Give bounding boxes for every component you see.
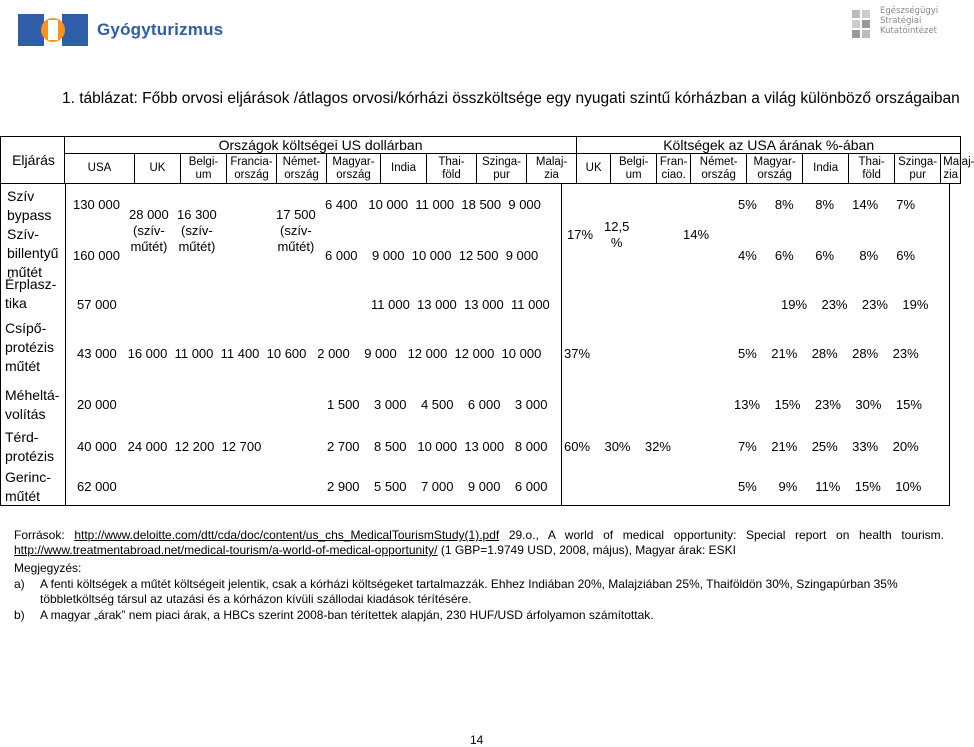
- angio-asia: 11 000 13 000 13 000 11 000: [371, 297, 550, 312]
- brand-name: Gyógyturizmus: [97, 20, 224, 39]
- page-number: 14: [470, 733, 484, 747]
- col-fr: Francia- ország: [227, 154, 277, 184]
- angio-usa: 57 000: [77, 297, 117, 312]
- spine-asia: 2 900 5 500 7 000 9 000 6 000: [327, 479, 548, 494]
- row-angio-label: Érplasz- tika: [5, 276, 57, 311]
- col-pct-in: India: [803, 154, 849, 184]
- hyst-usa: 20 000: [77, 397, 117, 412]
- col-de: Német- ország: [277, 154, 327, 184]
- sources-text-1: 29.o., A world of medical opportunity: Special report on health tourism.: [499, 528, 944, 542]
- bypass-asia: 6 400 10 000 11 000 18 500 9 000: [325, 197, 541, 212]
- row-heart-label: Szív bypass Szív- billentyű műtét: [7, 188, 59, 280]
- group-usd: Országok költségei US dollárban: [65, 137, 577, 154]
- hyst-pct: 13% 15% 23% 30% 15%: [734, 397, 922, 412]
- col-th: Thai- föld: [427, 154, 477, 184]
- row-bypass-usa: 130 000: [73, 197, 120, 212]
- valve-asia: 6 000 9 000 10 000 12 500 9 000: [325, 248, 539, 263]
- hip-pct: 5% 21% 28% 28% 23%: [738, 346, 919, 361]
- page-header: [0, 0, 960, 58]
- col-eljaras: Eljárás: [1, 137, 65, 184]
- col-usa: USA: [65, 154, 135, 184]
- eski-logo: [850, 6, 939, 51]
- hip-values: 43 000 16 000 11 000 11 400 10 600 2 000 9 000 12 000 12 000 10 000: [77, 346, 542, 361]
- col-pct-my: Malaj- zia: [941, 154, 961, 184]
- gyogyturizmus-logo: [18, 10, 90, 50]
- row-knee-label: Térd- protézis: [5, 429, 55, 464]
- col-pct-hu: Magyar- ország: [747, 154, 803, 184]
- knee-pct: 7% 21% 25% 33% 20%: [738, 439, 919, 454]
- valve-pct: 4% 6% 6% 8% 6%: [738, 248, 916, 263]
- angio-pct: 19% 23% 23% 19%: [781, 297, 929, 312]
- spine-pct: 5% 9% 11% 15% 10%: [738, 479, 922, 494]
- hip-uk-pct: 37%: [564, 346, 591, 361]
- eski-line-2: Stratégiai: [880, 16, 922, 26]
- note-a-marker: a): [14, 577, 25, 591]
- col-hu: Magyar- ország: [327, 154, 381, 184]
- knee-values: 40 000 24 000 12 200 12 700: [77, 439, 262, 454]
- spine-usa: 62 000: [77, 479, 117, 494]
- col-pct-de: Német- ország: [691, 154, 747, 184]
- note-b-marker: b): [14, 608, 25, 622]
- hyst-asia: 1 500 3 000 4 500 6 000 3 000: [327, 397, 548, 412]
- col-in: India: [381, 154, 427, 184]
- heart-be: 16 300 (szív- műtét): [177, 207, 217, 254]
- heart-de: 17 500 (szív- műtét): [276, 207, 316, 254]
- col-be: Belgi- um: [181, 154, 227, 184]
- row-valve-usa: 160 000: [73, 248, 120, 263]
- col-sg: Szinga- pur: [477, 154, 527, 184]
- note-b-text: A magyar „árak” nem piaci árak, a HBCs szerint 2008-ban térítettek alapján, 230 HUF/USD árfolyamon számítottak.: [40, 608, 654, 622]
- notes-label: Megjegyzés:: [14, 561, 82, 575]
- note-a: [14, 577, 944, 607]
- knee-pct-eu: 60% 30% 32%: [564, 439, 671, 454]
- knee-asia: 2 700 8 500 10 000 13 000 8 000: [327, 439, 548, 454]
- col-pct-be: Belgi- um: [611, 154, 657, 184]
- note-b: [14, 608, 944, 623]
- note-a-text: A fenti költségek a műtét költségeit jelentik, csak a kórházi költségeket tartalmazzák. Ehhez Indiában 20%, Malajziában 25%, Thaiföldön 30%, Szingapúrban 35% többletköltség társul az utazási és a kórházon kívüli szállodai kiadások térítésére.: [40, 577, 898, 606]
- col-pct-fr: Fran- ciao.: [657, 154, 691, 184]
- heart-uk-pct: 17%: [567, 227, 594, 242]
- row-hyst-label: Méheltá- volítás: [5, 387, 60, 422]
- row-hip-label: Csípő- protézis műtét: [5, 320, 55, 374]
- heart-de-pct: 14%: [683, 227, 710, 242]
- footer-notes: [14, 528, 944, 623]
- heart-uk: 28 000 (szív- műtét): [129, 207, 169, 254]
- cost-table: [0, 136, 974, 184]
- group-pct: Költségek az USA árának %-ában: [577, 137, 961, 154]
- source-link-deloitte[interactable]: http://www.deloitte.com/dtt/cda/doc/content/us_chs_MedicalTourismStudy(1).pdf: [74, 528, 500, 542]
- bypass-pct: 5% 8% 8% 14% 7%: [738, 197, 916, 212]
- sources-label: Források:: [14, 528, 65, 542]
- eski-emblem-icon: [850, 6, 876, 46]
- col-uk: UK: [135, 154, 181, 184]
- table-title: 1. táblázat: Főbb orvosi eljárások /átlagos orvosi/kórházi összköltsége egy nyugati szintű kórházban a világ különböző országaiban: [62, 90, 960, 107]
- col-pct-uk: UK: [577, 154, 611, 184]
- table-body: [0, 183, 950, 506]
- eski-line-3: Kutatóintézet: [880, 26, 937, 36]
- sources-text-2: (1 GBP=1.9749 USD, 2008, május), Magyar árak: ESKI: [437, 543, 736, 557]
- col-pct-sg: Szinga- pur: [895, 154, 941, 184]
- heart-be-pct: 12,5 %: [604, 219, 630, 250]
- eski-line-1: Egészségügyi: [880, 6, 939, 16]
- sources: [14, 528, 944, 558]
- row-spine-label: Gerinc- műtét: [5, 469, 51, 504]
- col-pct-th: Thai- föld: [849, 154, 895, 184]
- col-my: Malaj- zia: [527, 154, 577, 184]
- source-link-treatmentabroad[interactable]: http://www.treatmentabroad.net/medical-tourism/a-world-of-medical-opportunity/: [14, 543, 438, 557]
